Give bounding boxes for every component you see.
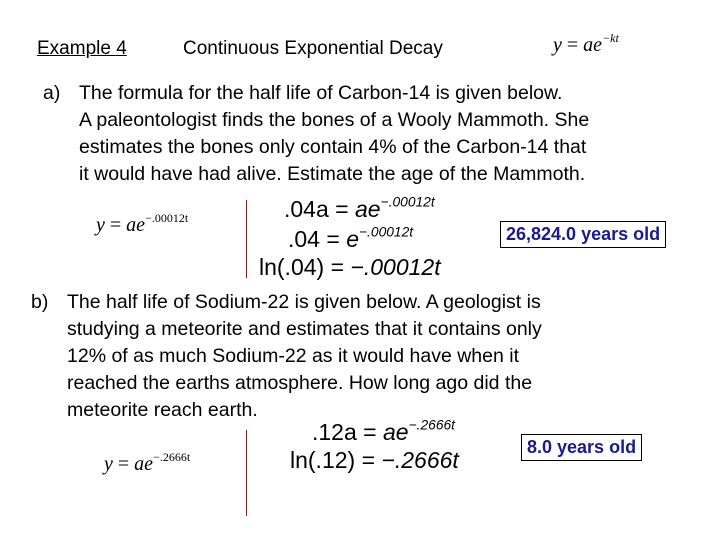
step-lhs: ln(.12) — [290, 447, 356, 473]
part-b-step — [290, 447, 459, 474]
formula-exp: −.2666t — [153, 450, 191, 464]
step-eq: = — [319, 226, 347, 252]
formula-base: e — [144, 453, 154, 475]
step-rhs: −.00012t — [350, 254, 441, 280]
formula-lhs: y — [553, 34, 562, 56]
part-a-formula — [96, 211, 189, 237]
step-exp: −.2666t — [408, 417, 455, 433]
part-b-line: The half life of Sodium-22 is given below. A geologist is — [67, 291, 541, 313]
part-a-step — [259, 254, 441, 281]
step-eq: = — [324, 254, 351, 280]
step-rhs: ae — [382, 419, 409, 445]
work-divider — [246, 200, 247, 278]
formula-base: e — [136, 214, 146, 236]
formula-eq: = — [112, 453, 135, 475]
work-divider — [246, 430, 247, 516]
step-lhs: ln(.04) — [259, 254, 325, 280]
step-rhs: ae — [354, 196, 381, 222]
step-eq: = — [355, 447, 382, 473]
decay-formula — [553, 31, 619, 57]
part-a-marker: a) — [43, 82, 61, 104]
part-a-step — [284, 196, 435, 223]
formula-lhs: y — [104, 453, 113, 475]
step-lhs: .04 — [288, 226, 320, 252]
part-a-text — [79, 80, 589, 188]
part-b-text — [67, 289, 542, 424]
formula-lhs: y — [96, 214, 105, 236]
step-eq: = — [356, 419, 383, 445]
step-lhs: .12a — [312, 419, 357, 445]
part-b-step — [312, 419, 455, 446]
part-b-line: studying a meteorite and estimates that it contains only — [67, 318, 542, 340]
part-a-step — [288, 226, 413, 253]
part-b-answer: 8.0 years old — [521, 434, 642, 461]
part-b-line: meteorite reach earth. — [67, 399, 258, 421]
step-eq: = — [328, 196, 355, 222]
formula-exp: −.00012t — [145, 211, 189, 225]
formula-coef: a — [126, 214, 137, 236]
part-b-marker: b) — [31, 291, 49, 313]
formula-exp: −kt — [602, 31, 619, 45]
formula-base: e — [593, 34, 603, 56]
part-b-line: reached the earths atmosphere. How long ago did the — [67, 372, 533, 394]
formula-coef: a — [134, 453, 145, 475]
step-exp: −.00012t — [359, 224, 414, 240]
part-b-line: 12% of as much Sodium-22 as it would have when it — [67, 345, 519, 367]
step-rhs: −.2666t — [381, 447, 459, 473]
part-a-line: A paleontologist finds the bones of a Wooly Mammoth. She — [79, 109, 590, 131]
formula-eq: = — [561, 34, 584, 56]
part-a-line: estimates the bones only contain 4% of the Carbon-14 that — [79, 136, 587, 158]
step-rhs: e — [346, 226, 359, 252]
formula-eq: = — [104, 214, 127, 236]
part-a-answer: 26,824.0 years old — [500, 221, 666, 248]
example-label: Example 4 — [37, 38, 127, 59]
formula-coef: a — [583, 34, 594, 56]
step-lhs: .04a — [284, 196, 329, 222]
step-exp: −.00012t — [380, 194, 435, 210]
part-a-line: it would have had alive. Estimate the age of the Mammoth. — [79, 163, 586, 185]
part-b-formula — [104, 450, 191, 476]
page-title: Continuous Exponential Decay — [183, 38, 443, 59]
part-a-line: The formula for the half life of Carbon-14 is given below. — [79, 82, 563, 104]
